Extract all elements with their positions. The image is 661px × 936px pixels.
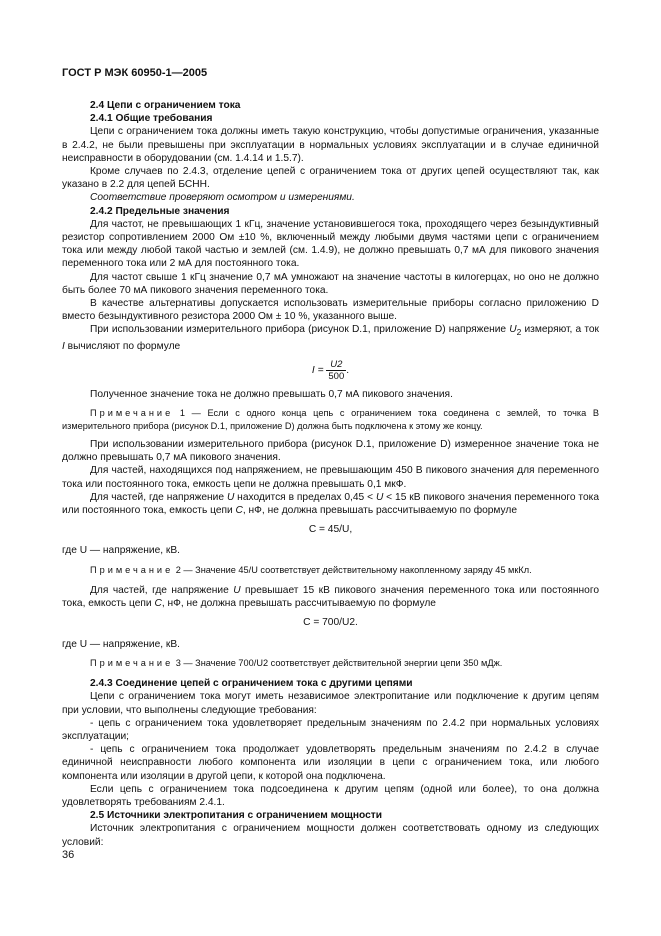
text-run: Для частей, где напряжение — [90, 491, 227, 503]
text-run: измеряют, а ток — [521, 324, 599, 336]
paragraph: Для частот свыше 1 кГц значение 0,7 мА умножают на значение частоты в килогерцах, но оно не должно быть более 70 мА пикового значения переменного тока. — [62, 271, 599, 296]
text-run: находится в пределах 0,45 < — [234, 491, 376, 503]
note-label: Примечание — [90, 657, 174, 668]
list-item: - цепь с ограничением тока продолжает удовлетворять предельным значениям по 2.4.2 в случае единичной неисправности любого компонента или изоляции в цепи с ограничением тока, или любого компонента или изоляции в другой цепи, к которой она подключена. — [62, 744, 599, 782]
note-text: 1 — Если с одного конца цепь с ограничением тока соединена с землей, то точка В измерительного прибора (рисунок D.1, приложение D) должна быть подключена к этому же концу. — [62, 408, 599, 431]
formula-lhs: I = — [311, 365, 324, 377]
note-1 — [62, 407, 599, 432]
fraction-numerator: U2 — [326, 359, 346, 371]
note-text: 2 — Значение 45/U соответствует действительному накопленному заряду 45 мкКл. — [173, 564, 532, 575]
symbol-c: С — [235, 504, 243, 516]
page-number: 36 — [62, 849, 75, 861]
where-clause: где U — напряжение, кВ. — [62, 638, 180, 650]
symbol-u: U — [375, 491, 384, 503]
symbol-c: С — [154, 598, 162, 610]
symbol-u: U — [233, 584, 241, 596]
list-item: - цепь с ограничением тока удовлетворяет предельным значениям по 2.4.2 при нормальных условиях эксплуатации; — [62, 717, 599, 742]
formula-capacitance-1: С = 45/U, — [308, 524, 353, 536]
paragraph: Для частот, не превышающих 1 кГц, значение установившегося тока, проходящего через безындуктивный резистор сопротивлением 2000 Ом ±10 %, включенный между любыми двумя частями цепи с ограничением тока или между любой такой частью и землей (см. 1.4.9), не должно превышать 0,7 мА для пикового значения переменного тока или 2 мА для постоянного тока. — [62, 218, 599, 270]
paragraph — [62, 323, 599, 352]
note-label: Примечание — [90, 564, 174, 575]
text-run: вычисляют по формуле — [64, 340, 181, 352]
paragraph: Источник электропитания с ограничением мощности должен соответствовать одному из следующих условий: — [62, 823, 599, 848]
paragraph — [62, 491, 599, 517]
formula-current — [62, 359, 599, 382]
text-run: Для частей, где напряжение — [90, 584, 234, 596]
section-2-5-title: 2.5 Источники электропитания с ограничением мощности — [90, 810, 383, 822]
text-run: превышает 15 кВ пикового значения переменного тока или постоянного тока, емкость цепи — [62, 584, 599, 610]
note-text: 3 — Значение 700/U2 соответствует действительной энергии цепи 350 мДж. — [173, 657, 503, 668]
section-2-4-3-title: 2.4.3 Соединение цепей с ограничением тока с другими цепями — [90, 678, 413, 690]
symbol-i: I — [62, 340, 65, 352]
text-run: При использовании измерительного прибора (рисунок D.1, приложение D) напряжение — [90, 324, 510, 336]
paragraph: Цепи с ограничением тока должны иметь такую конструкцию, чтобы допустимые ограничения, указанные в 2.4.2, не были превышены при эксплуатации в нормальных условиях эксплуатации и в случае единичной неисправности в оборудовании (см. 1.4.14 и 1.5.7). — [62, 126, 599, 164]
fraction — [326, 359, 346, 382]
paragraph — [62, 584, 599, 610]
paragraph: Кроме случаев по 2.4.3, отделение цепей с ограничением тока от других цепей осуществляют так, как указано в 2.2 для цепей БСНН. — [62, 166, 599, 191]
note-2 — [62, 564, 599, 576]
compliance-statement: Соответствие проверяют осмотром и измерениями. — [90, 192, 355, 204]
paragraph: Если цепь с ограничением тока подсоединена к другим цепям (одной или более), то она должна удовлетворять требованиям 2.4.1. — [62, 783, 599, 808]
fraction-denominator: 500 — [328, 370, 345, 382]
note-3 — [62, 657, 599, 669]
section-2-4-title: 2.4 Цепи с ограничением тока — [90, 100, 241, 111]
paragraph: Полученное значение тока не должно превышать 0,7 мА пикового значения. — [90, 388, 453, 400]
formula-capacitance-2: С = 700/U2. — [303, 617, 358, 629]
paragraph: Цепи с ограничением тока могут иметь независимое электропитание или подключение к другим цепям при условии, что выполнены следующие требования: — [62, 691, 599, 716]
formula-end: . — [346, 365, 350, 377]
text-run: < 15 кВ пикового значения переменного тока или постоянного тока, емкость цепи — [62, 491, 599, 516]
note-label: Примечание — [90, 408, 174, 419]
section-2-4-1-title: 2.4.1 Общие требования — [90, 113, 213, 125]
subscript: 2 — [516, 327, 522, 338]
page-body — [62, 99, 599, 849]
symbol-u: U — [226, 491, 235, 503]
text-run: , нФ, не должна превышать рассчитываемую по формуле — [161, 598, 436, 610]
where-clause: где U — напряжение, кВ. — [62, 545, 180, 557]
symbol-u: U — [509, 324, 517, 336]
text-run: , нФ, не должна превышать рассчитываемую по формуле — [242, 504, 518, 516]
standard-header: ГОСТ Р МЭК 60950-1—2005 — [62, 67, 208, 79]
paragraph: При использовании измерительного прибора (рисунок D.1, приложение D) измеренное значение тока не должно превышать 0,7 мА пикового значения. — [62, 438, 599, 464]
paragraph: В качестве альтернативы допускается использовать измерительные приборы согласно приложению D вместо безындуктивного резистора 2000 Ом ± 10 %, указанного выше. — [62, 298, 599, 323]
paragraph: Для частей, находящихся под напряжением, не превышающим 450 В пикового значения для переменного тока или постоянного тока, емкость цепи не должна превышать 0,1 мкФ. — [62, 465, 599, 490]
section-2-4-2-title: 2.4.2 Предельные значения — [90, 205, 230, 217]
